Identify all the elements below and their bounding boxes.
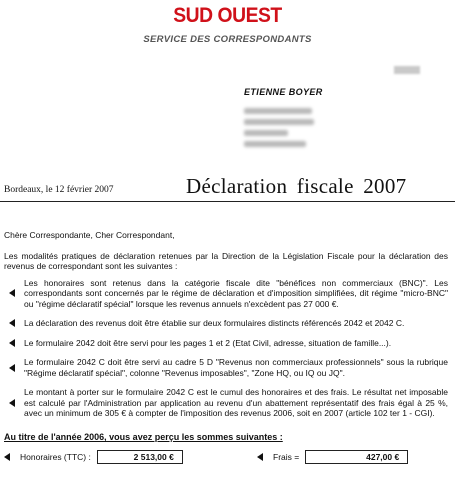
redacted-line [244,141,306,147]
bullet-text: Le formulaire 2042 C doit être servi au cadre 5 D "Revenus non commerciaux professionnels" sous la rubrique "Régime déclaratif spécial", colonne "Revenus imposables", "Zone HQ, ou IQ ou JQ". [24,357,448,378]
bullet-item [4,318,448,329]
amounts-section-title: Au titre de l'année 2006, vous avez perçu les sommes suivantes : [4,432,283,442]
frais-row [257,450,408,464]
letter-body [4,230,448,428]
arrow-left-icon [9,289,15,297]
document-title: Déclaration fiscale 2007 [186,174,407,198]
bullet-text: La déclaration des revenus doit être établie sur deux formulaires distincts référencés 2042 et 2042 C. [24,318,405,328]
arrow-left-icon [9,319,15,327]
bullet-item [4,387,448,419]
arrow-left-icon [9,364,15,372]
salutation: Chère Correspondante, Cher Correspondant, [4,230,175,240]
frais-label: Frais = [273,452,300,462]
date-line: Bordeaux, le 12 février 2007 [4,185,114,195]
redacted-line [244,119,314,125]
redacted-line [244,108,312,114]
arrow-left-icon [9,399,15,407]
newspaper-logo: SUD OUEST [173,4,282,27]
bullet-item [4,278,448,310]
title-divider [0,201,455,202]
arrow-left-icon [9,339,15,347]
arrow-left-icon [257,453,263,461]
honoraires-value: 2 513,00 € [97,450,183,464]
bullet-text: Le montant à porter sur le formulaire 2042 C est le cumul des honoraires et des frais. Le résultat net imposable est calculé par l'Administration par application au revenu d'un abattement représentatif des frais égal à 25 %, avec un minimum de 305 € à compter de l'imposition des revenus 2006, soit en 2007 (article 102 ter 1 - CGI). [24,387,448,418]
service-subtitle: SERVICE DES CORRESPONDANTS [143,34,312,45]
redacted-address [244,108,314,152]
honoraires-row [4,450,183,464]
redacted-line [244,130,288,136]
bullet-text: Le formulaire 2042 doit être servi pour les pages 1 et 2 (Etat Civil, adresse, situation de famille...). [24,337,392,348]
bullet-text: Les honoraires sont retenus dans la catégorie fiscale dite "bénéfices non commerciaux (BNC)". Les correspondants sont concernés par le régime de déclaration et d'imposition simplifiées, dit régime "micro-BNC" ou "régime déclaratif spécial" lorsque les revenus annuels n'excèdent pas 27 000 €. [24,277,448,309]
bullet-item [4,338,448,349]
recipient-name: ETIENNE BOYER [244,87,323,97]
intro-paragraph: Les modalités pratiques de déclaration retenues par la Direction de la Législation Fiscale pour la déclaration des revenus de correspondant sont les suivantes : [4,250,448,271]
frais-value: 427,00 € [305,450,408,464]
redacted-reference [394,66,420,74]
honoraires-label: Honoraires (TTC) : [20,452,91,462]
bullet-item [4,357,448,378]
arrow-left-icon [4,453,10,461]
bullet-list [4,278,448,419]
